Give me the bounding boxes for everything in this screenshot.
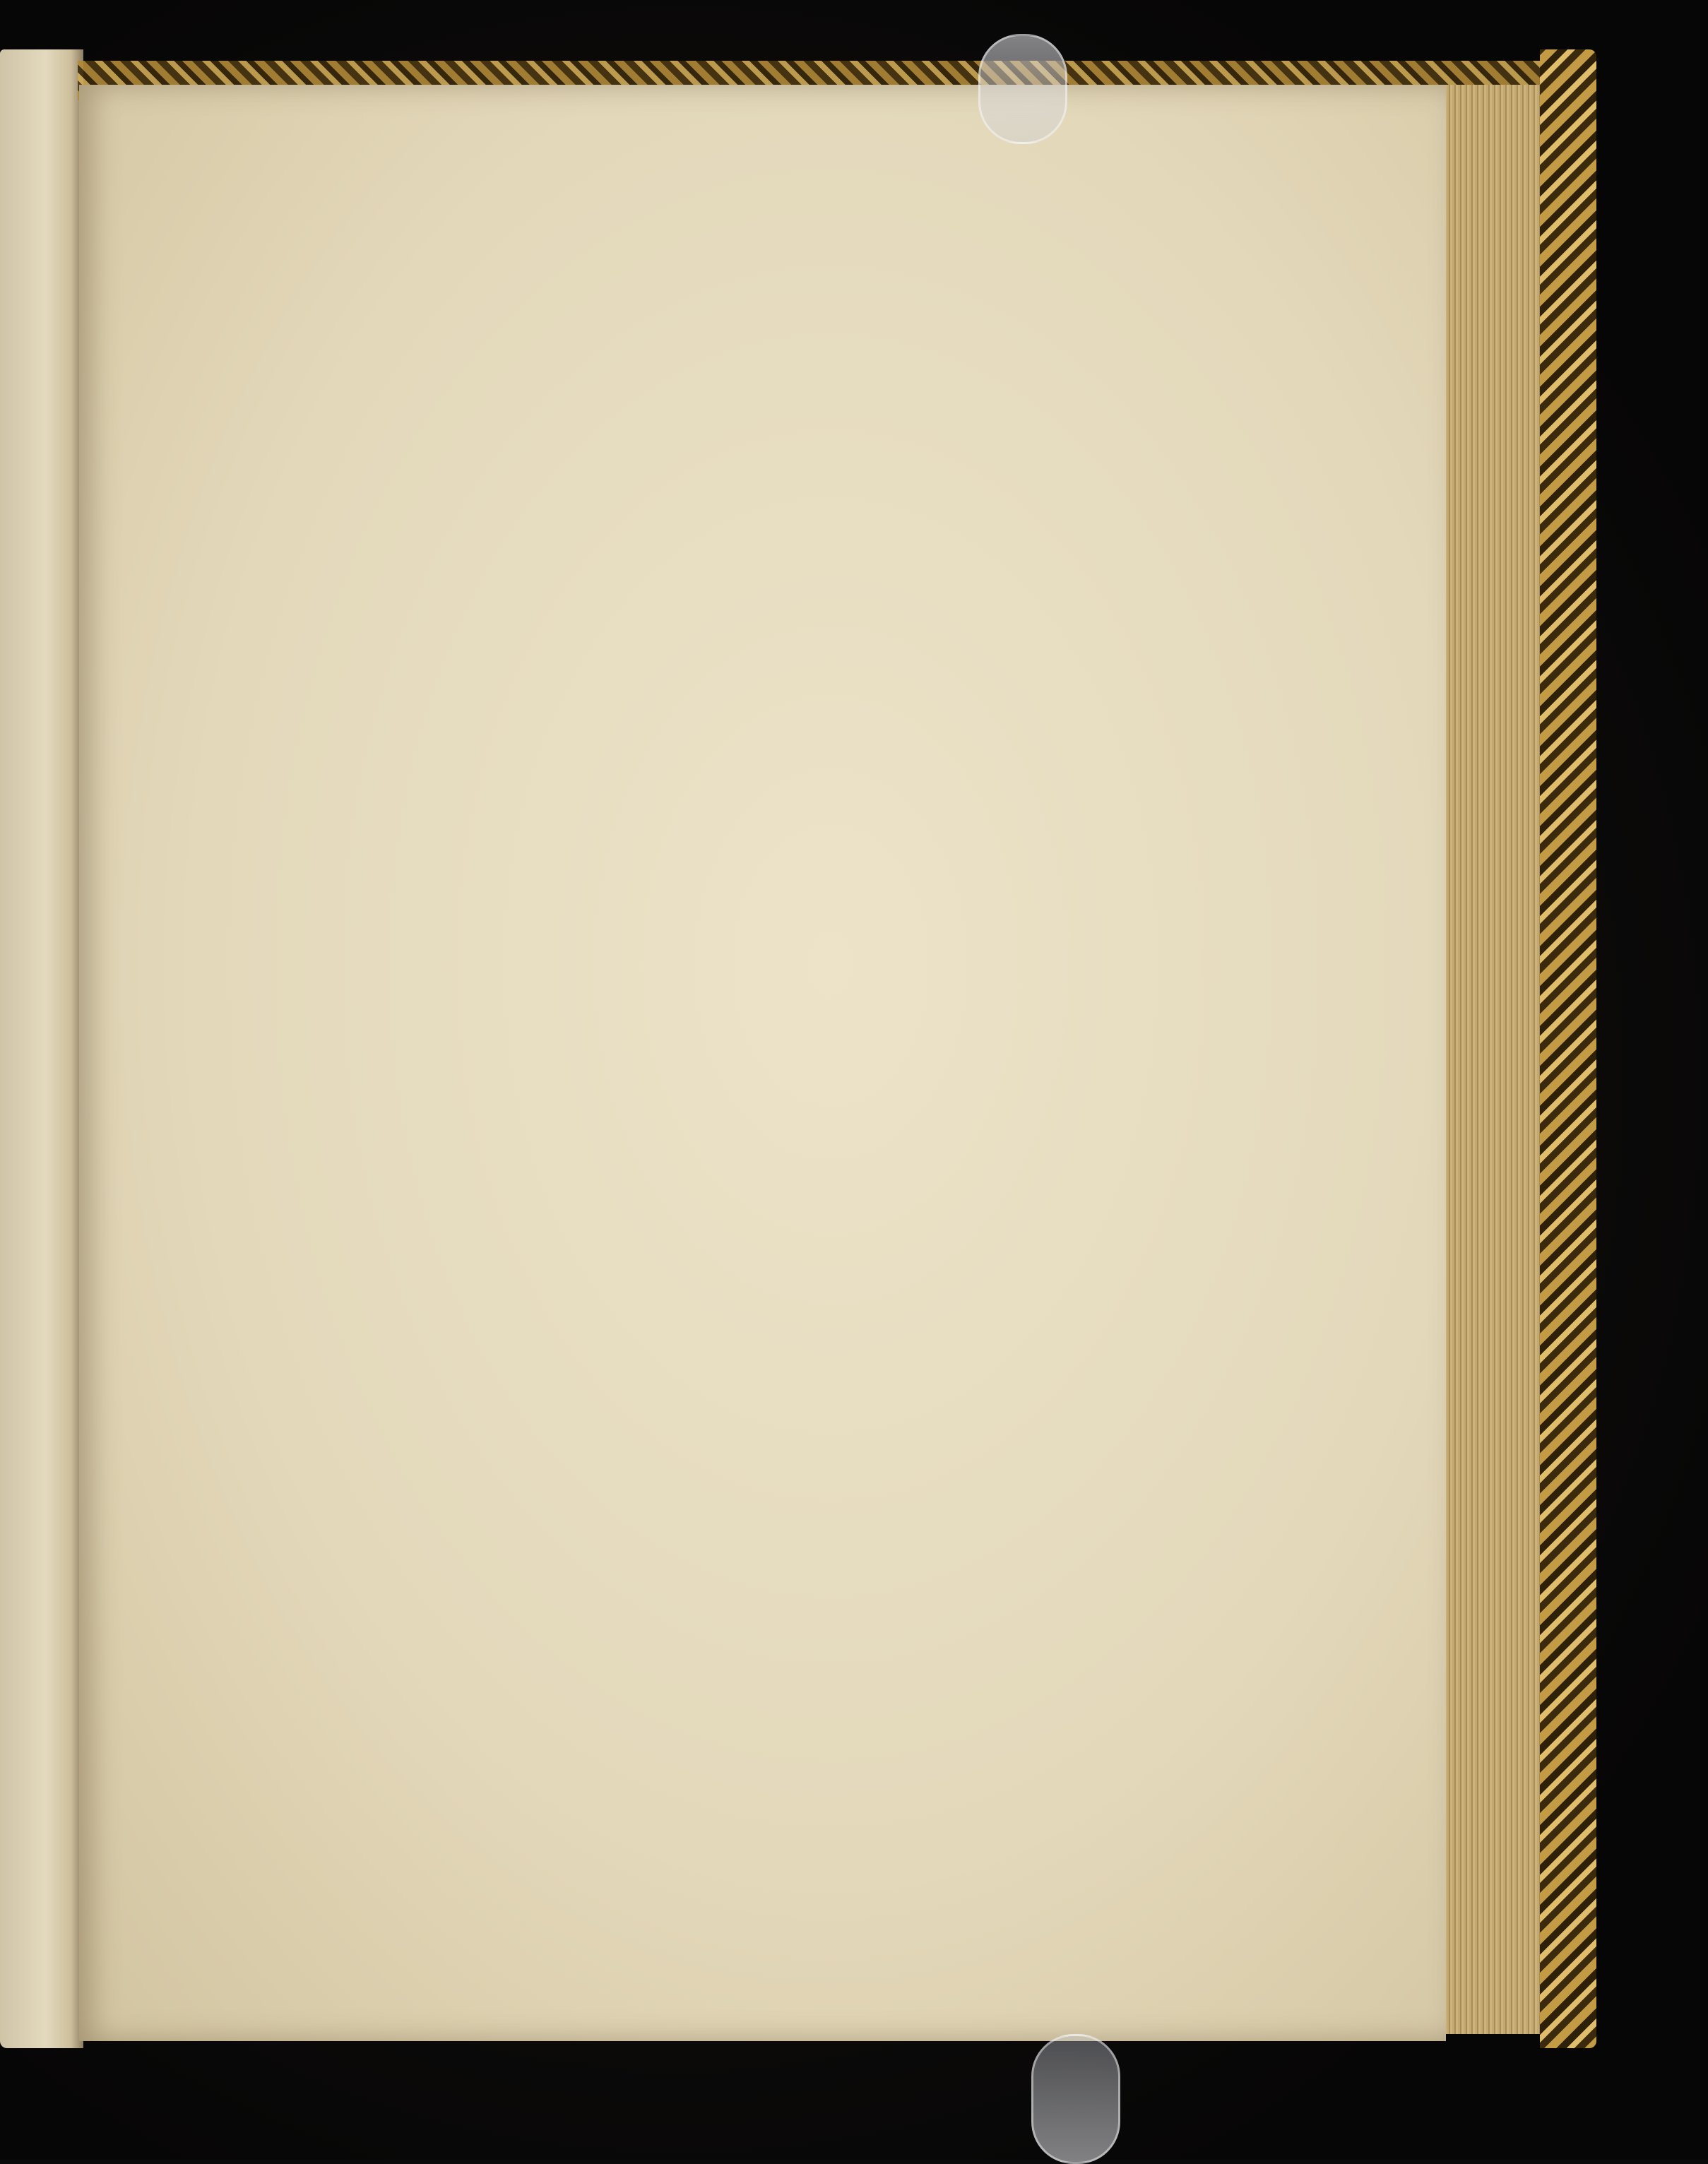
book-clip-top xyxy=(978,34,1067,144)
fore-edge xyxy=(1441,85,1547,2034)
page xyxy=(79,85,1446,2041)
gilt-edge-right xyxy=(1540,49,1596,2048)
book-clip-bottom xyxy=(1031,2034,1120,2164)
facing-page xyxy=(0,49,83,2048)
